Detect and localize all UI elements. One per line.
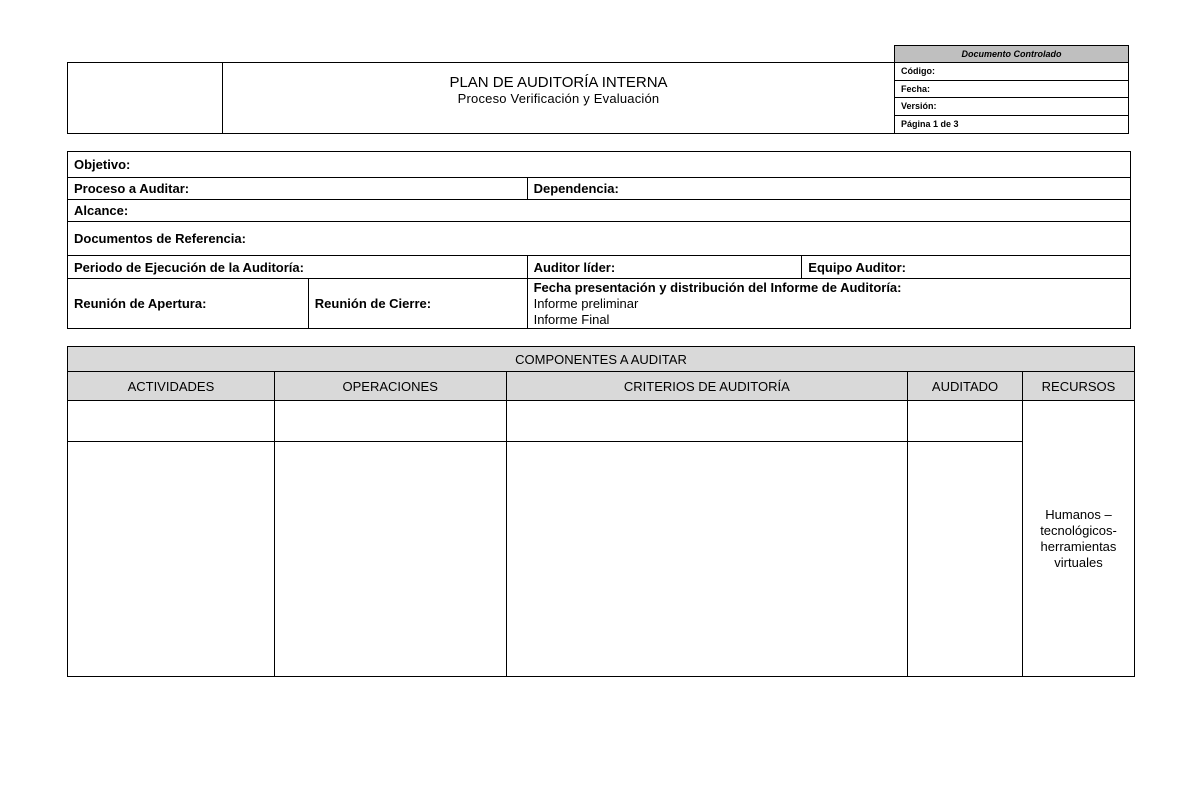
criterios-cell[interactable] bbox=[506, 442, 907, 677]
page-number: Página 1 de 3 bbox=[894, 115, 1129, 134]
logo-box bbox=[67, 62, 223, 134]
auditado-cell[interactable] bbox=[908, 401, 1023, 442]
components-title: COMPONENTES A AUDITAR bbox=[68, 347, 1135, 372]
recursos-cell[interactable] bbox=[1022, 401, 1134, 677]
alcance-field[interactable]: Alcance: bbox=[68, 200, 1131, 222]
periodo-field[interactable]: Periodo de Ejecución de la Auditoría: bbox=[68, 256, 528, 279]
audit-info-table bbox=[67, 151, 1131, 329]
proceso-field[interactable]: Proceso a Auditar: bbox=[68, 178, 528, 200]
dependencia-field[interactable]: Dependencia: bbox=[527, 178, 1130, 200]
cierre-field[interactable]: Reunión de Cierre: bbox=[308, 279, 527, 329]
col-criterios: CRITERIOS DE AUDITORÍA bbox=[506, 372, 907, 401]
auditado-cell[interactable] bbox=[908, 442, 1023, 677]
version-field: Versión: bbox=[894, 97, 1129, 116]
document-subtitle: Proceso Verificación y Evaluación bbox=[457, 91, 660, 106]
fecha-informe-cell[interactable] bbox=[527, 279, 1130, 329]
col-actividades: ACTIVIDADES bbox=[68, 372, 275, 401]
documentos-field[interactable]: Documentos de Referencia: bbox=[68, 222, 1131, 256]
equipo-auditor-field[interactable]: Equipo Auditor: bbox=[802, 256, 1131, 279]
fecha-field: Fecha: bbox=[894, 80, 1129, 98]
operaciones-cell[interactable] bbox=[274, 442, 506, 677]
fecha-informe-label: Fecha presentación y distribución del Informe de Auditoría: bbox=[533, 279, 902, 295]
informe-final: Informe Final bbox=[533, 311, 610, 327]
actividades-cell[interactable] bbox=[68, 401, 275, 442]
recursos-value: Humanos – tecnológicos- herramientas virtuales bbox=[1040, 506, 1117, 570]
criterios-cell[interactable] bbox=[506, 401, 907, 442]
objetivo-field[interactable]: Objetivo: bbox=[68, 152, 1131, 178]
title-box bbox=[222, 62, 895, 134]
col-recursos: RECURSOS bbox=[1022, 372, 1134, 401]
apertura-field[interactable]: Reunión de Apertura: bbox=[68, 279, 309, 329]
actividades-cell[interactable] bbox=[68, 442, 275, 677]
components-table bbox=[67, 346, 1135, 677]
col-operaciones: OPERACIONES bbox=[274, 372, 506, 401]
col-auditado: AUDITADO bbox=[908, 372, 1023, 401]
codigo-field: Código: bbox=[894, 62, 1129, 81]
operaciones-cell[interactable] bbox=[274, 401, 506, 442]
auditor-lider-field[interactable]: Auditor líder: bbox=[527, 256, 802, 279]
informe-preliminar: Informe preliminar bbox=[533, 295, 639, 311]
document-title: PLAN DE AUDITORÍA INTERNA bbox=[449, 74, 668, 91]
controlled-document-label: Documento Controlado bbox=[894, 45, 1129, 63]
